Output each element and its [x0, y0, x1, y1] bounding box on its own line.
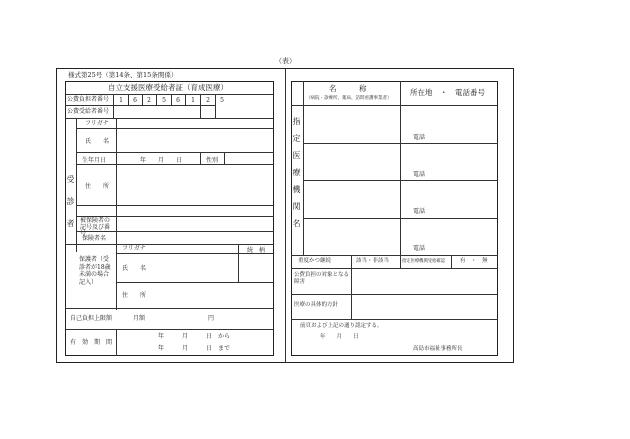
severe-continuous-label: 重度かつ継続 — [298, 258, 332, 264]
payer-digit: 5 — [220, 97, 224, 104]
severe-continuous-value: 該当・非該当 — [356, 258, 390, 264]
designated-check-value: 有 ・ 無 — [460, 258, 488, 264]
section-label-patient: 受診者 — [66, 175, 75, 241]
recipient-number-label: 公費受給者番号 — [67, 108, 110, 115]
page-title: （表） — [275, 57, 296, 65]
valid-from: 年 月 日 から — [158, 333, 231, 340]
designated-check-label: 指定医療機関受給確認 — [402, 259, 445, 264]
insurer-label: 保険者名 — [82, 235, 107, 242]
phone-label: 電話 — [413, 171, 426, 178]
limit-yen: 円 — [208, 315, 215, 322]
payer-digit: 2 — [147, 97, 151, 104]
phone-label: 電話 — [413, 208, 426, 215]
payer-digit: 5 — [162, 97, 166, 104]
limit-month: 月額 — [133, 315, 146, 322]
form-code: 様式第25号（第14条、第15条関係） — [68, 71, 178, 79]
guardian-label: 保護者（受診者が18歳未満の場合記入） — [79, 256, 111, 286]
payer-digit: 1 — [119, 97, 123, 104]
birth-date-label: 生年月日 — [82, 157, 107, 164]
address-label: 住 所 — [85, 183, 110, 190]
relation-label: 続 柄 — [247, 247, 266, 254]
valid-period-label: 有 効 期 間 — [70, 339, 113, 346]
designated-institution-vertical-label: 指定医療機関名 — [292, 117, 301, 236]
guardian-address-label: 住 所 — [122, 292, 147, 299]
birth-date-value: 年 月 日 — [140, 157, 183, 164]
phone-label: 電話 — [413, 245, 426, 252]
payer-digit: 2 — [206, 97, 210, 104]
payer-digit: 6 — [133, 97, 137, 104]
payer-digit: 1 — [191, 97, 195, 104]
furigana-label: フリガナ — [85, 120, 109, 127]
insurance-number-label: 被保険者の記号及び番号 — [80, 217, 111, 238]
institution-name-subheader: （病院・診療所、薬局、訪問看護事業者） — [306, 96, 392, 101]
certification-date: 年 月 日 — [320, 334, 359, 340]
payer-number-label: 公費負担者番号 — [67, 96, 110, 103]
limit-label: 自己負担上限額 — [70, 315, 113, 322]
certification-text: 前頁および上記の通り認定する。 — [300, 323, 383, 329]
issuer-name: 高島市福祉事務所長 — [413, 346, 463, 352]
sex-label: 性別 — [206, 157, 219, 164]
disability-label: 公費負担の対象となる障害 — [294, 272, 350, 286]
card-title: 自立支援医療受給者証（育成医療） — [108, 83, 228, 92]
phone-label: 電話 — [413, 134, 426, 141]
guardian-furigana-label: フリガナ — [122, 245, 146, 252]
payer-digit: 6 — [176, 97, 180, 104]
guardian-name-label: 氏 名 — [122, 265, 147, 272]
institution-name-header: 名 称 — [329, 84, 367, 93]
center-divider — [285, 68, 286, 363]
name-label: 氏 名 — [85, 138, 110, 145]
address-phone-header: 所在地 ・ 電話番号 — [410, 88, 485, 97]
treatment-policy-label: 医療の具体的方針 — [294, 302, 339, 308]
valid-to: 年 月 日 まで — [158, 345, 231, 352]
